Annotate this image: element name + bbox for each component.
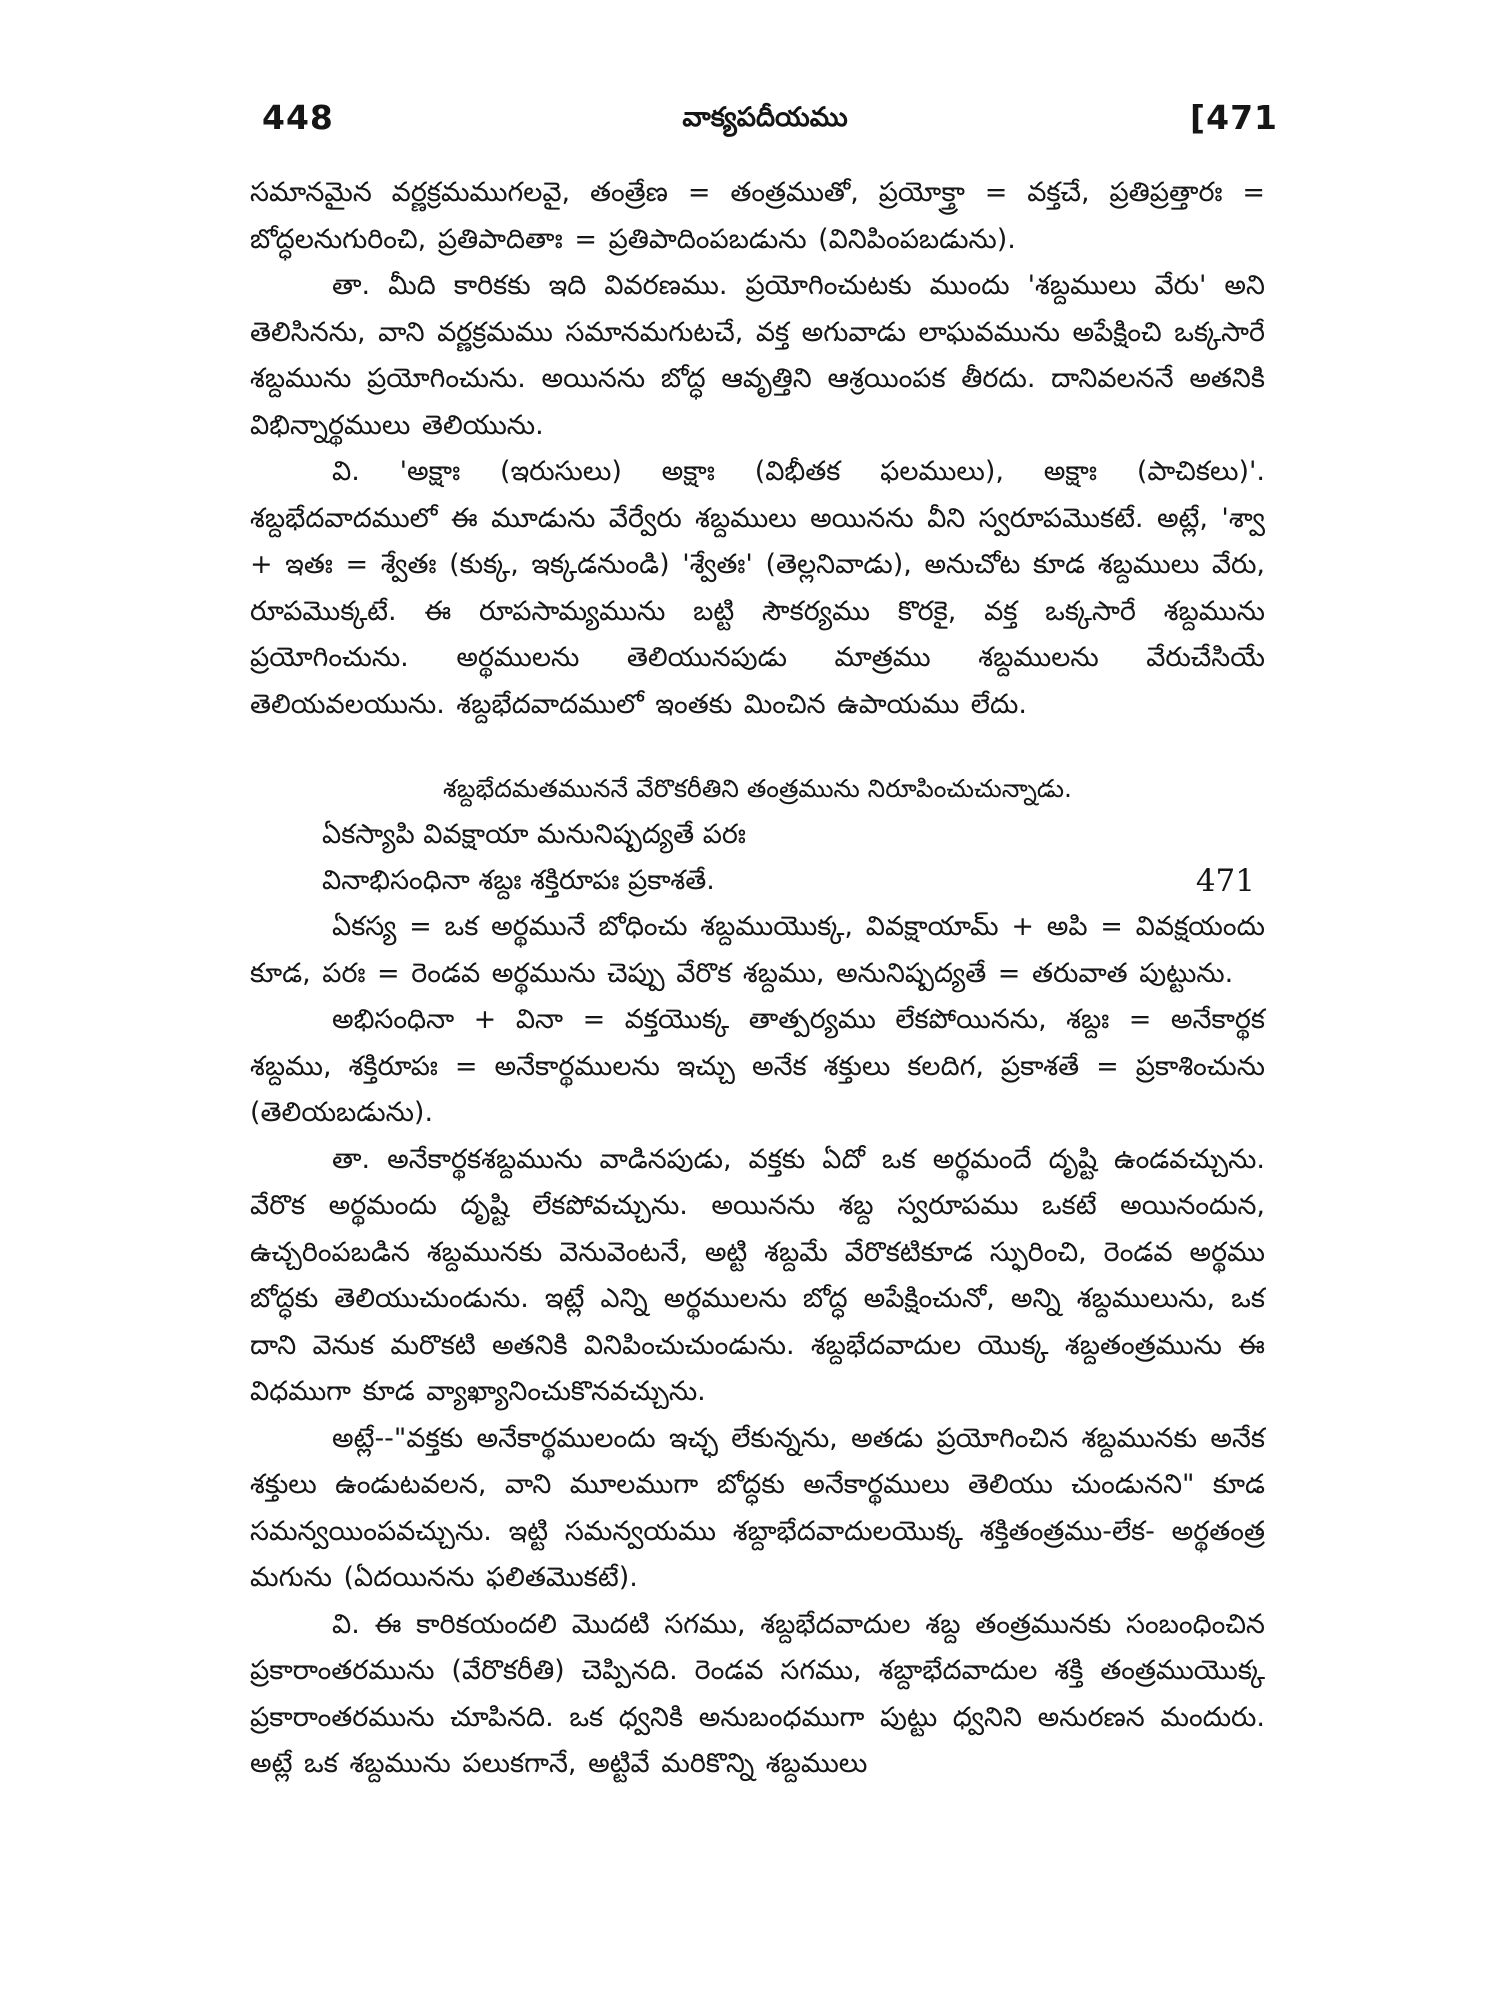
running-title: వాక్యపదీయము xyxy=(682,102,848,133)
spacer xyxy=(250,728,1265,756)
paragraph-glossary-continued: సమానమైన వర్ణక్రమముగలవై, తంత్రేణ = తంత్రముతో, ప్రయోక్త్రా = వక్తచే, ప్రతిప్రత్తారః = బోద్ధలనుగురించి, ప్రతిపాదితాః = ప్రతిపాదింపబడును (వినిపింపబడును). xyxy=(250,177,1265,255)
paragraph-word-meaning-1: ఏకస్య = ఒక అర్థమునే బోధించు శబ్దముయొక్క, వివక్షాయామ్ + అపి = వివక్షయందు కూడ, పరః = రెండవ అర్థమును చెప్పు వేరొక శబ్దము, అనునిష్పద్యతే = తరువాత పుట్టును. xyxy=(250,911,1265,989)
section-heading: శబ్దభేదమతముననే వేరొకరీతిని తంత్రమును నిరూపించుచున్నాడు. xyxy=(443,774,1072,803)
paragraph-alternative: అట్లే--"వక్తకు అనేకార్థములందు ఇచ్ఛ లేకున్నను, అతడు ప్రయోగించిన శబ్దమునకు అనేక శక్తులు ఉండుటవలన, వాని మూలముగా బోద్ధకు అనేకార్థములు తెలియు చుండునని" కూడ సమన్వయింపవచ్చును. ఇట్టి సమన్వయము శబ్దాభేదవాదులయొక్క శక్తితంత్రము-లేక- అర్థతంత్ర మగును (ఏదయినను ఫలితమొకటే). xyxy=(250,1422,1265,1593)
paragraph-taatparyam-2: తా. అనేకార్థకశబ్దమును వాడినపుడు, వక్తకు ఏదో ఒక అర్థమందే దృష్టి ఉండవచ్చును. వేరొక అర్థమందు దృష్టి లేకపోవచ్చును. అయినను శబ్ద స్వరూపము ఒకటే అయినందున, ఉచ్చరింపబడిన శబ్దమునకు వెనువెంటనే, అట్టి శబ్దమే వేరొకటికూడ స్ఫురించి, రెండవ అర్థము బోద్ధకు తెలియుచుండును. ఇట్లే ఎన్ని అర్థములను బోద్ధ అపేక్షించునో, అన్ని శబ్దములును, ఒక దాని వెనుక మరొకటి అతనికి వినిపించుచుండును. శబ్దభేదవాదుల యొక్క శబ్దతంత్రమును ఈ విధముగా కూడ వ్యాఖ్యానించుకొనవచ్చును. xyxy=(250,1143,1265,1407)
section-reference: [471 xyxy=(1190,98,1278,137)
page-number: 448 xyxy=(262,98,334,137)
verse-line-2: వినాభిసంధినా శబ్దః శక్తిరూపః ప్రకాశతే. xyxy=(322,865,715,896)
page-body xyxy=(250,170,1265,1788)
page-header xyxy=(240,98,1290,148)
paragraph-vivaranam: వి. 'అక్షాః (ఇరుసులు) అక్షాః (విభీతక ఫలములు), అక్షాః (పాచికలు)'. శబ్దభేదవాదములో ఈ మూడును వేర్వేరు శబ్దములు అయినను వీని స్వరూపమొకటే. అట్లే, 'శ్వా + ఇతః = శ్వేతః (కుక్క, ఇక్కడనుండి) 'శ్వేతః' (తెల్లనివాడు), అనుచోట కూడ శబ్దములు వేరు, రూపమొక్కటే. ఈ రూపసామ్యమును బట్టి సౌకర్యము కొరకై, వక్త ఒక్కసారే శబ్దమును ప్రయోగించును. అర్థములను తెలియునపుడు మాత్రము శబ్దములను వేరుచేసియే తెలియవలయును. శబ్దభేదవాదములో ఇంతకు మించిన ఉపాయము లేదు. xyxy=(250,456,1265,720)
paragraph-word-meaning-2: అభిసంధినా + వినా = వక్తయొక్క తాత్పర్యము లేకపోయినను, శబ్దః = అనేకార్థక శబ్దము, శక్తిరూపః = అనేకార్థములను ఇచ్చు అనేక శక్తులు కలదిగ, ప్రకాశతే = ప్రకాశించును (తెలియబడును). xyxy=(250,1004,1265,1128)
karika-verse xyxy=(250,812,1265,904)
verse-number: 471 xyxy=(1195,863,1255,899)
paragraph-taatparyam: తా. మీది కారికకు ఇది వివరణము. ప్రయోగించుటకు ముందు 'శబ్దములు వేరు' అని తెలిసినను, వాని వర్ణక్రమము సమానమగుటచే, వక్త అగువాడు లాఘవమును అపేక్షించి ఒక్కసారే శబ్దమును ప్రయోగించును. అయినను బోద్ధ ఆవృత్తిని ఆశ్రయింపక తీరదు. దానివలననే అతనికి విభిన్నార్థములు తెలియును. xyxy=(250,270,1265,441)
paragraph-vivaranam-2: వి. ఈ కారికయందలి మొదటి సగము, శబ్దభేదవాదుల శబ్ద తంత్రమునకు సంబంధించిన ప్రకారాంతరమును (వేరొకరీతి) చెప్పినది. రెండవ సగము, శబ్దాభేదవాదుల శక్తి తంత్రముయొక్క ప్రకారాంతరమును చూపినది. ఒక ధ్వనికి అనుబంధముగా పుట్టు ధ్వనిని అనురణన మందురు. అట్లే ఒక శబ్దమును పలుకగానే, అట్టివే మరికొన్ని శబ్దములు xyxy=(250,1608,1265,1779)
verse-line-1: ఏకస్యాపి వివక్షాయా మనునిష్పద్యతే పరః xyxy=(322,819,746,850)
